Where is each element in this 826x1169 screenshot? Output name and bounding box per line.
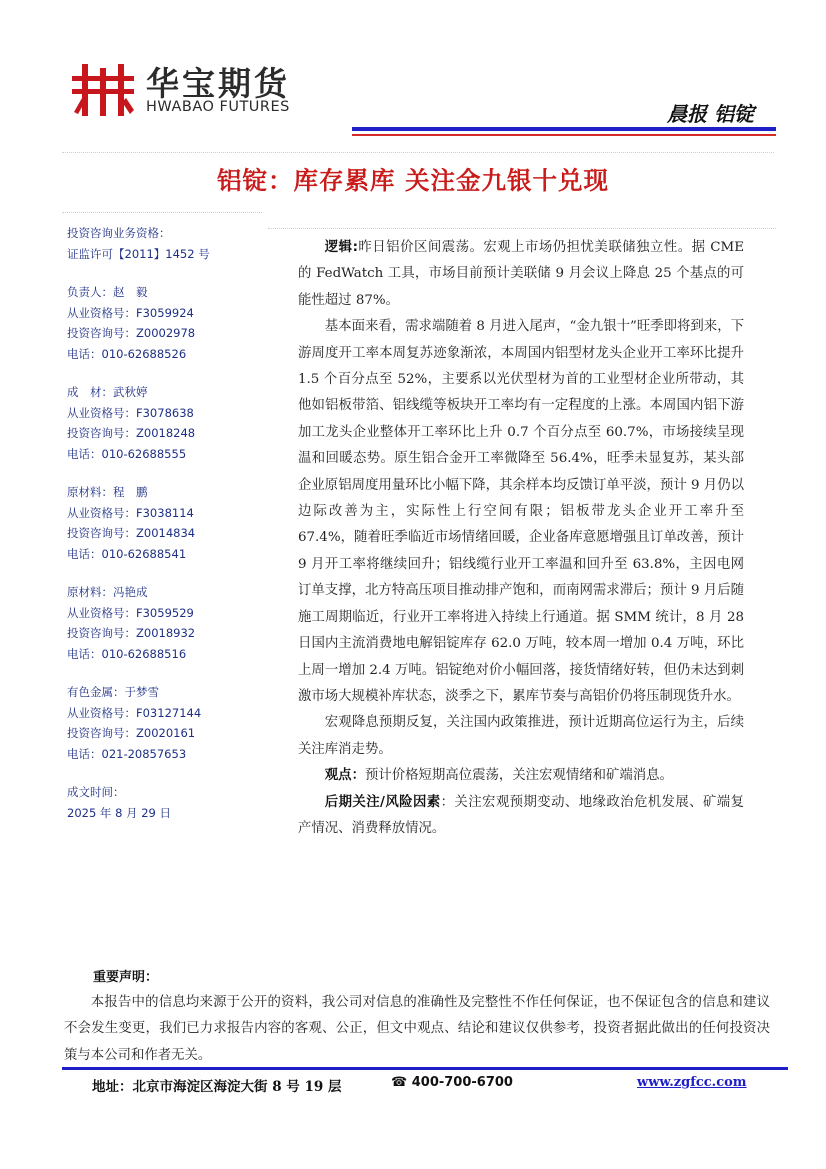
logo-chinese-name: 华宝期货 xyxy=(146,64,290,103)
analyst-role: 成 材：武秋婷 xyxy=(67,385,148,399)
analyst-sidebar xyxy=(67,223,262,823)
view-label: 观点： xyxy=(324,768,365,784)
footer-phone-number: 400-700-6700 xyxy=(411,1075,513,1090)
date-value: 2025 年 8 月 29 日 xyxy=(67,805,171,820)
view-text: 预计价格短期高位震荡，关注宏观情绪和矿端消息。 xyxy=(364,768,673,784)
analyst-phone: 电话：021-20857653 xyxy=(67,746,187,761)
analyst-role: 原材料：冯艳成 xyxy=(67,585,148,599)
logic-paragraph xyxy=(298,235,744,314)
risk-label: 后期关注/风险因素 xyxy=(324,794,441,810)
company-logo-icon xyxy=(70,62,136,118)
footer-rule xyxy=(62,1067,788,1070)
header-red-rule xyxy=(352,134,776,136)
footer-website-link[interactable]: www.zgfcc.com xyxy=(637,1075,747,1090)
footer-phone xyxy=(391,1075,513,1090)
logic-label: 逻辑: xyxy=(324,240,358,255)
analyst-license: 从业资格号：F3059924 xyxy=(67,305,194,320)
disclaimer-text: 本报告中的信息均来源于公开的资料，我公司对信息的准确性及完整性不作任何保证，也不保证包含的信息和建议不会发生变更，我们已力求报告内容的客观、公正，但文中观点、结论和建议仅供参考，投资者据此做出的任何投资决策与本公司和作者无关。 xyxy=(64,995,770,1063)
header-blue-rule xyxy=(352,127,776,131)
analyst-phone: 电话：010-62688526 xyxy=(67,346,187,361)
analyst-role: 原材料：程 鹏 xyxy=(67,485,148,499)
analyst-license: 从业资格号：F3038114 xyxy=(67,505,194,520)
logic-text: 昨日铝价区间震荡。宏观上市场仍担忧美联储独立性。据 CME 的 FedWatch 工具，市场目前预计美联储 9 月会议上降息 25 个基点的可能性超过 87%。 xyxy=(298,240,744,308)
risk-paragraph xyxy=(298,790,744,843)
qualification-value: 证监许可【2011】1452 号 xyxy=(67,246,210,261)
analyst-license: 从业资格号：F3078638 xyxy=(67,405,194,420)
analyst-block xyxy=(67,682,262,764)
page-title: 铝锭：库存累库 关注金九银十兑现 xyxy=(216,166,610,195)
analyst-block xyxy=(67,482,262,564)
analyst-role: 有色金属：于梦雪 xyxy=(67,685,159,699)
analyst-consult-no: 投资咨询号：Z0018932 xyxy=(67,626,196,640)
report-body xyxy=(298,235,744,842)
analyst-phone: 电话：010-62688516 xyxy=(67,646,187,661)
analyst-phone: 电话：010-62688555 xyxy=(67,446,187,461)
analyst-license: 从业资格号：F3059529 xyxy=(67,605,194,620)
divider xyxy=(268,228,776,229)
analyst-phone: 电话：010-62688541 xyxy=(67,546,187,561)
logo-english-name: HWABAO FUTURES xyxy=(146,99,290,115)
divider xyxy=(62,212,262,213)
analyst-consult-no: 投资咨询号：Z0018248 xyxy=(67,426,196,440)
analyst-block xyxy=(67,382,262,464)
risk-text: ：关注宏观预期变动、地缘政治危机发展、矿端复产情况、消费释放情况。 xyxy=(298,794,745,836)
analyst-block xyxy=(67,582,262,664)
analyst-consult-no: 投资咨询号：Z0002978 xyxy=(67,326,196,340)
analyst-consult-no: 投资咨询号：Z0014834 xyxy=(67,526,196,540)
qualification-label: 投资咨询业务资格： xyxy=(67,226,171,240)
analyst-consult-no: 投资咨询号：Z0020161 xyxy=(67,726,196,740)
analyst-role: 负责人：赵 毅 xyxy=(67,285,148,299)
report-type: 晨报 铝锭 xyxy=(667,102,754,126)
divider xyxy=(62,152,774,153)
view-paragraph xyxy=(298,763,744,789)
fundamentals-paragraph: 基本面来看，需求端随着 8 月进入尾声，“金九银十”旺季即将到来，下游周度开工率本周复苏迹象渐浓，本周国内铝型材龙头企业开工率环比提升 1.5 个百分点至 52%，主要系以光伏型材为首的工业型材企业所带动，其他如铝板带箔、铝线缆等板块开工率均有一定程度的上涨。本周国内铝下游加工龙头企业整体开工率环比上升 0.7 个百分点至 60.7%，市场接续呈现温和回暖态势。原生铝合金开工率微降至 56.4%，旺季未显复苏，某头部企业原铝周度用量环比小幅下降，其余样本均反馈订单平淡，预计 9 月仍以边际改善为主，实际性上行空间有限；铝板带龙头企业开工率升至 67.4%，随着旺季临近市场情绪回暖，企业备库意愿增强且订单改善，预计 9 月开工率将继续回升；铝线缆行业开工率温和回升至 63.8%，主因电网订单支撑，北方特高压项目推动排产饱和，而南网需求滞后；预计 9 月后随施工周期临近，行业开工率将进入持续上行通道。据 SMM 统计，8 月 28 日国内主流消费地电解铝锭库存 62.0 万吨，较本周一增加 0.4 万吨，环比上周一增加 2.4 万吨。铝锭绝对价小幅回落，接货情绪好转，但仍未达到刺激市场大规模补库状态，淡季之下，累库节奏与高铝价仍将压制现货升水。 xyxy=(298,319,744,704)
footer-address: 地址：北京市海淀区海淀大街 8 号 19 层 xyxy=(92,1079,342,1095)
phone-icon: ☎ xyxy=(391,1075,408,1090)
analyst-license: 从业资格号：F03127144 xyxy=(67,705,202,720)
analyst-block xyxy=(67,282,262,364)
date-label: 成文时间： xyxy=(67,785,125,799)
macro-paragraph: 宏观降息预期反复，关注国内政策推进，预计近期高位运行为主，后续关注库消走势。 xyxy=(298,715,744,757)
disclaimer-title: 重要声明： xyxy=(93,970,159,985)
